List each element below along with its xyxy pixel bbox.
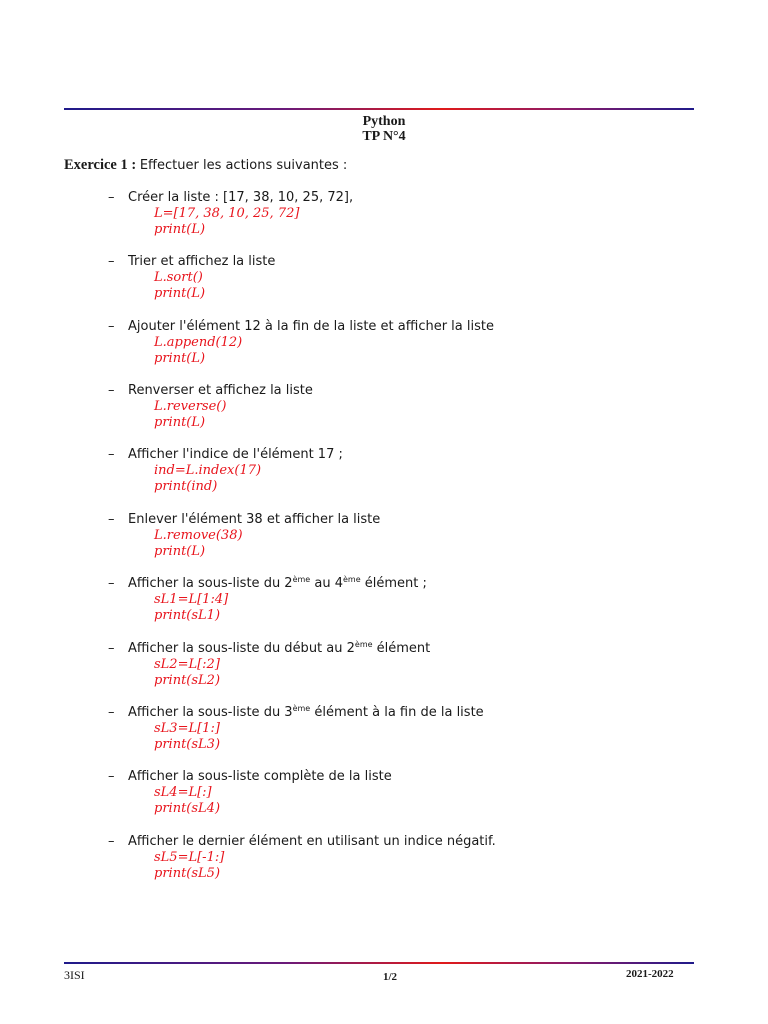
list-dash: –	[108, 641, 115, 656]
task-item	[108, 319, 708, 367]
task-item	[108, 769, 708, 817]
code-line: print(ind)	[154, 479, 218, 494]
list-dash: –	[108, 769, 115, 784]
list-dash: –	[108, 383, 115, 398]
list-dash: –	[108, 190, 115, 205]
code-line: L.remove(38)	[154, 528, 243, 543]
task-text: Ajouter l'élément 12 à la fin de la liste et afficher la liste	[128, 319, 494, 334]
list-dash: –	[108, 834, 115, 849]
superscript: ème	[292, 704, 311, 713]
task-text: Afficher la sous-liste du début au 2	[128, 641, 355, 656]
task-item	[108, 641, 708, 689]
code-line: print(L)	[154, 222, 206, 237]
list-dash: –	[108, 705, 115, 720]
code-line: print(sL2)	[154, 673, 221, 688]
task-text: Afficher le dernier élément en utilisant un indice négatif.	[128, 834, 496, 849]
code-line: L.sort()	[154, 270, 203, 285]
list-dash: –	[108, 254, 115, 269]
task-item	[108, 512, 708, 560]
task-text: Afficher la sous-liste complète de la liste	[128, 769, 392, 784]
list-dash: –	[108, 512, 115, 527]
task-text: élément ;	[360, 576, 427, 591]
code-line: L=[17, 38, 10, 25, 72]	[154, 206, 300, 221]
code-line: L.append(12)	[154, 335, 243, 350]
task-text: Renverser et affichez la liste	[128, 383, 313, 398]
header-rule	[64, 108, 694, 110]
list-dash: –	[108, 447, 115, 462]
task-text: Afficher la sous-liste du 3	[128, 705, 293, 720]
page-number: 1/2	[382, 971, 398, 983]
exercise-instruction: Effectuer les actions suivantes :	[139, 158, 348, 173]
superscript: ème	[342, 575, 361, 584]
task-item	[108, 383, 708, 431]
superscript: ème	[354, 640, 373, 649]
task-text: Enlever l'élément 38 et afficher la liste	[128, 512, 381, 527]
code-line: print(L)	[154, 544, 206, 559]
task-item	[108, 576, 708, 624]
footer-class: 3ISI	[64, 968, 85, 982]
superscript: ème	[292, 575, 311, 584]
code-line: sL4=L[:]	[154, 785, 212, 800]
list-dash: –	[108, 319, 115, 334]
exercise-heading	[64, 157, 347, 174]
document-title: TP N°4	[362, 129, 406, 144]
code-line: print(sL5)	[154, 866, 221, 881]
task-item	[108, 254, 708, 302]
code-line: print(L)	[154, 351, 206, 366]
code-line: print(sL1)	[154, 608, 221, 623]
task-text: Afficher l'indice de l'élément 17 ;	[128, 447, 343, 462]
task-item	[108, 190, 708, 238]
code-line: print(sL3)	[154, 737, 221, 752]
task-item	[108, 705, 708, 753]
code-line: sL2=L[:2]	[154, 657, 220, 672]
task-text: élément	[372, 641, 431, 656]
code-line: L.reverse()	[154, 399, 227, 414]
code-line: sL3=L[1:]	[154, 721, 220, 736]
document-subject: Python	[362, 114, 406, 129]
task-text: au 4	[310, 576, 343, 591]
code-line: print(sL4)	[154, 801, 221, 816]
code-line: print(L)	[154, 415, 206, 430]
code-line: sL5=L[-1:]	[154, 850, 225, 865]
task-item	[108, 447, 708, 495]
code-line: sL1=L[1:4]	[154, 592, 229, 607]
footer-year: 2021-2022	[626, 968, 674, 980]
task-text: élément à la fin de la liste	[310, 705, 484, 720]
task-text: Créer la liste : [17, 38, 10, 25, 72],	[128, 190, 354, 205]
code-line: print(L)	[154, 286, 206, 301]
exercise-label: Exercice 1 :	[64, 157, 137, 173]
footer-rule	[64, 962, 694, 964]
code-line: ind=L.index(17)	[154, 463, 262, 478]
list-dash: –	[108, 576, 115, 591]
task-text: Afficher la sous-liste du 2	[128, 576, 293, 591]
task-text: Trier et affichez la liste	[128, 254, 276, 269]
task-item	[108, 834, 708, 882]
